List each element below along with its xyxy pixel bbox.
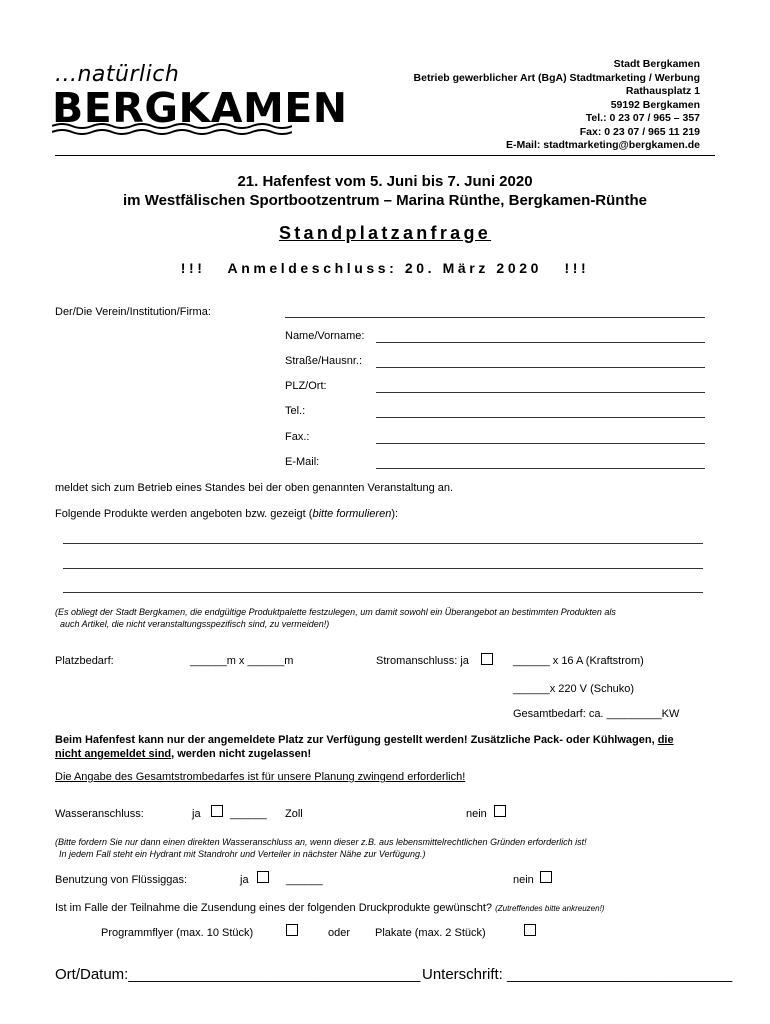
event-title-line1: 21. Hafenfest vom 5. Juni bis 7. Juni 2020 <box>237 173 533 190</box>
tel-label: Tel.: <box>285 405 306 417</box>
email-label: E-Mail: <box>285 456 320 468</box>
products-text-italic: bitte formulieren <box>312 508 392 520</box>
flyer-checkbox[interactable] <box>286 924 298 936</box>
warning-part4: , werden nicht zugelassen! <box>171 748 312 760</box>
logo-name: BERGKAMEN <box>52 84 348 132</box>
plz-label: PLZ/Ort: <box>285 380 327 392</box>
signature-field[interactable]: Unterschrift: ___________________________ <box>422 966 733 983</box>
place-date-field[interactable]: Ort/Datum:___________________________________ <box>55 966 421 983</box>
event-title <box>0 172 770 210</box>
event-title-line2: im Westfälischen Sportbootzentrum – Marina Rünthe, Bergkamen-Rünthe <box>123 192 647 209</box>
gas-nein-checkbox[interactable] <box>540 871 552 883</box>
logo-waves-icon <box>52 122 292 136</box>
name-field[interactable] <box>376 342 705 343</box>
poster-checkbox[interactable] <box>524 924 536 936</box>
water-note-line2: In jedem Fall steht ein Hydrant mit Standrohr und Verteiler in nächster Nähe zur Verfügung.) <box>59 849 426 859</box>
print-question-text: Ist im Falle der Teilnahme die Zusendung eines der folgenden Druckprodukte gewünscht? <box>55 902 492 914</box>
water-label: Wasseranschluss: <box>55 808 144 820</box>
warning-part2: die <box>657 734 674 746</box>
warning-text <box>55 733 720 761</box>
power-total-field[interactable]: Gesamtbedarf: ca. _________KW <box>513 708 680 720</box>
product-note-line1: (Es obliegt der Stadt Bergkamen, die endgültige Produktpalette festzulegen, um damit sowohl ein Überangebot an bestimmten Produkten als <box>55 607 616 617</box>
products-line-3[interactable] <box>63 592 703 593</box>
gas-ja-label: ja <box>240 874 249 886</box>
water-size-field[interactable]: ______ <box>230 808 267 820</box>
print-question <box>55 902 604 915</box>
tel-field[interactable] <box>376 417 705 418</box>
address-line: Rathausplatz 1 <box>625 85 700 97</box>
products-text-a: Folgende Produkte werden angeboten bzw. gezeigt ( <box>55 508 313 520</box>
form-heading: Standplatzanfrage <box>278 223 492 243</box>
address-block <box>414 58 700 153</box>
products-text-c: ): <box>391 508 399 520</box>
address-line: 59192 Bergkamen <box>610 98 700 111</box>
plz-field[interactable] <box>376 392 705 393</box>
deadline-notice: !!! Anmeldeschluss: 20. März 2020 !!! <box>180 260 590 276</box>
space-label: Platzbedarf: <box>55 655 114 667</box>
water-note <box>55 836 725 860</box>
logo-tagline: ...natürlich <box>55 62 180 87</box>
product-note <box>55 606 725 630</box>
email-field[interactable] <box>376 468 705 469</box>
water-ja-label: ja <box>192 808 201 820</box>
fax-field[interactable] <box>376 443 705 444</box>
water-nein-checkbox[interactable] <box>494 805 506 817</box>
warning-part1: Beim Hafenfest kann nur der angemeldete Platz zur Verfügung gestellt werden! Zusätzliche Pack- oder Kühlwagen, <box>55 734 658 746</box>
org-label: Der/Die Verein/Institution/Firma: <box>55 306 211 318</box>
gas-label: Benutzung von Flüssiggas: <box>55 874 188 886</box>
gas-ja-checkbox[interactable] <box>257 871 269 883</box>
power-220v-field[interactable]: ______x 220 V (Schuko) <box>513 683 635 695</box>
address-line: Betrieb gewerblicher Art (BgA) Stadtmarketing / Werbung <box>413 71 700 84</box>
poster-label: Plakate (max. 2 Stück) <box>375 927 486 939</box>
power-checkbox[interactable] <box>481 653 493 665</box>
address-line: Tel.: 0 23 07 / 965 – 357 <box>585 112 700 124</box>
water-note-line1: (Bitte fordern Sie nur dann einen direkten Wasseranschluss an, wenn dieser z.B. aus lebensmittelrechtlichen Gründen erforderlich ist! <box>55 837 587 847</box>
street-label: Straße/Hausnr.: <box>285 355 363 367</box>
print-hint: (Zutreffendes bitte ankreuzen!) <box>495 904 605 913</box>
gas-amount-field[interactable]: ______ <box>286 874 323 886</box>
street-field[interactable] <box>376 367 705 368</box>
water-ja-checkbox[interactable] <box>211 805 223 817</box>
warning-part3: nicht angemeldet sind <box>55 748 172 760</box>
print-oder-label: oder <box>328 927 351 939</box>
org-field[interactable] <box>285 317 705 318</box>
header-divider <box>55 155 715 156</box>
water-nein-label: nein <box>466 808 487 820</box>
products-line-2[interactable] <box>63 568 703 569</box>
address-line: Stadt Bergkamen <box>613 58 700 70</box>
name-label: Name/Vorname: <box>285 330 365 342</box>
power-requirement-note: Die Angabe des Gesamtstrombedarfes ist für unsere Planung zwingend erforderlich! <box>55 771 466 783</box>
power-label: Stromanschluss: ja <box>376 655 469 667</box>
address-line: E-Mail: stadtmarketing@bergkamen.de <box>505 139 700 151</box>
water-zoll-label: Zoll <box>285 808 303 820</box>
product-note-line2: auch Artikel, die nicht veranstaltungsspezifisch sind, zu vermeiden!) <box>60 619 330 629</box>
flyer-label: Programmflyer (max. 10 Stück) <box>101 927 254 939</box>
products-line-1[interactable] <box>63 543 703 544</box>
fax-label: Fax.: <box>285 431 310 443</box>
address-line: Fax: 0 23 07 / 965 11 219 <box>579 125 700 138</box>
gas-nein-label: nein <box>513 874 534 886</box>
power-16a-field[interactable]: ______ x 16 A (Kraftstrom) <box>513 655 644 667</box>
registers-text: meldet sich zum Betrieb eines Standes bei der oben genannten Veranstaltung an. <box>55 482 454 494</box>
space-dims-field[interactable]: ______m x ______m <box>190 655 294 667</box>
products-text <box>55 508 398 520</box>
